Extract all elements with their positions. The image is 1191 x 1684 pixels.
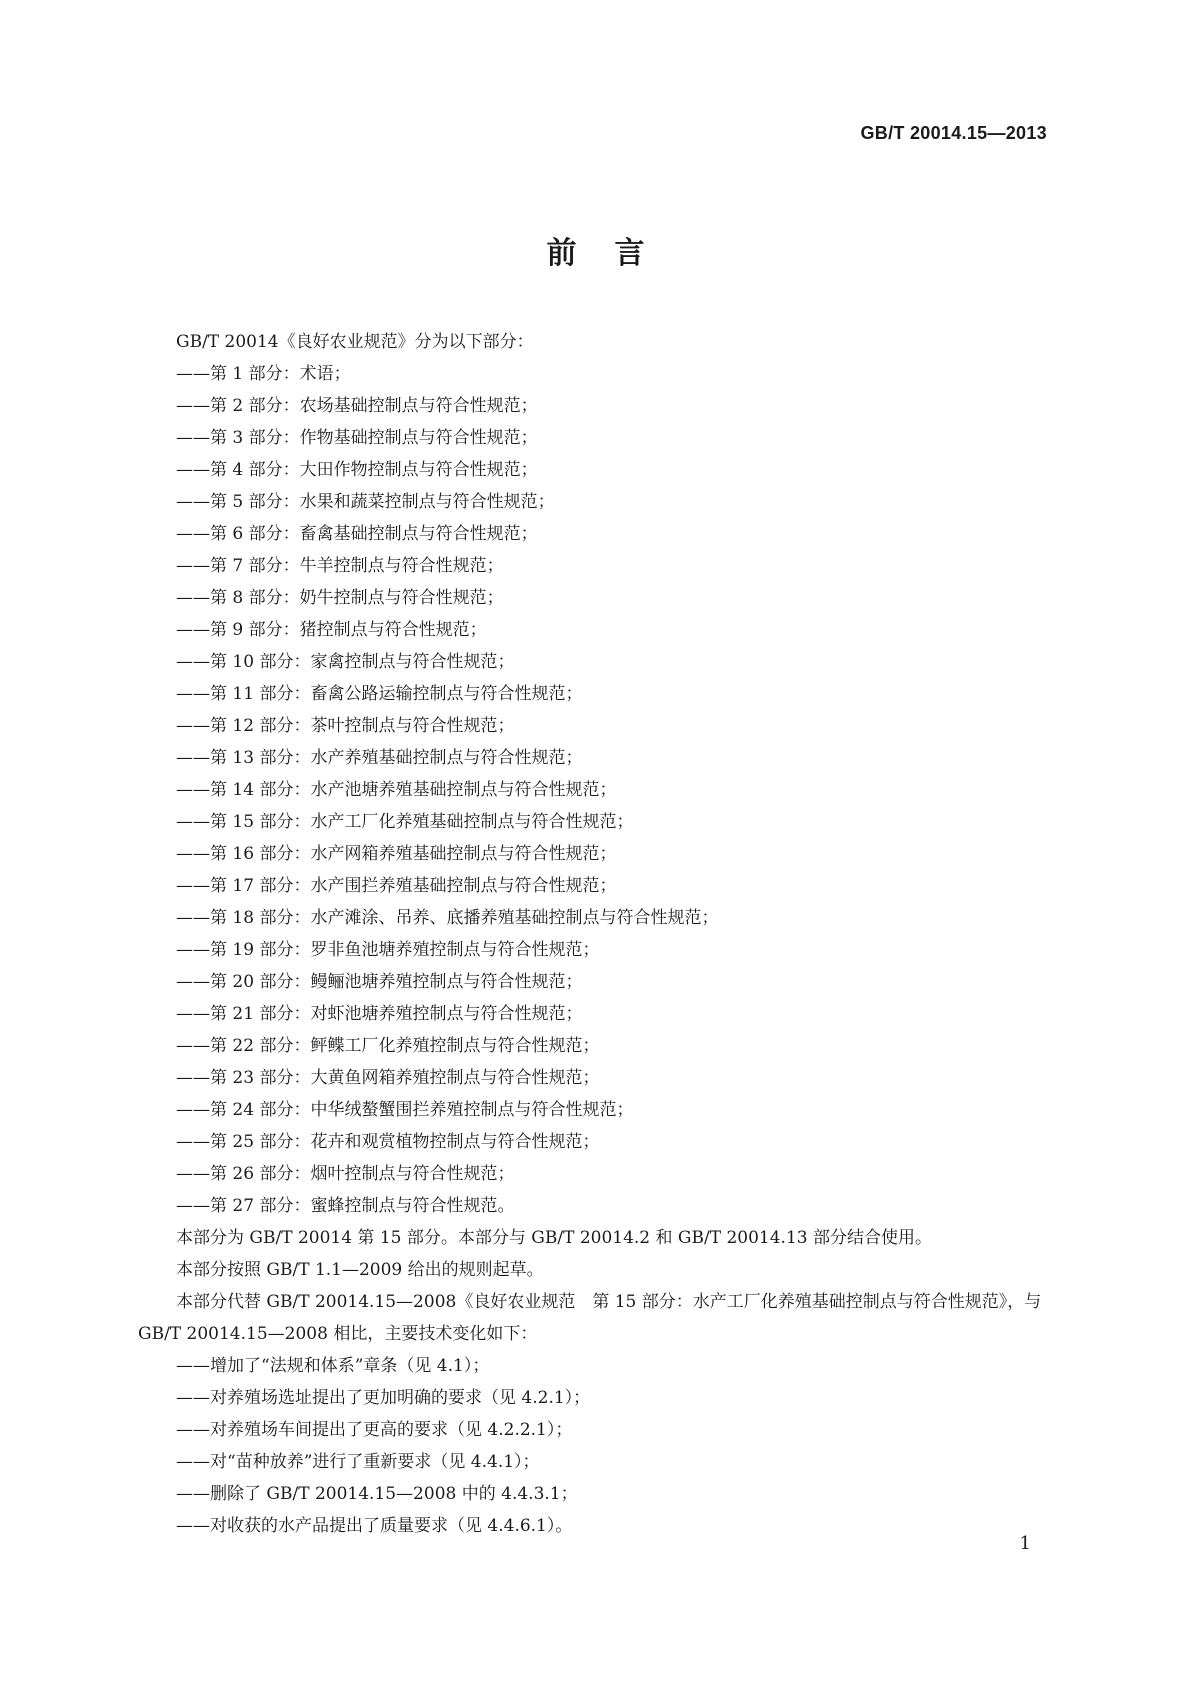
part-item-2: ——第 2 部分：农场基础控制点与符合性规范； [176, 396, 538, 416]
part-item-6: ——第 6 部分：畜禽基础控制点与符合性规范； [176, 524, 538, 544]
paragraph-replacement: 本部分代替 GB/T 20014.15—2008《良好农业规范 第 15 部分：水产工厂化养殖基础控制点与符合性规范》，与 GB/T 20014.15—2008 相比，主要技术变化如下： [138, 1292, 1042, 1344]
change-item-4: ——对“苗种放养”进行了重新要求（见 4.4.1）； [176, 1452, 540, 1472]
part-item-9: ——第 9 部分：猪控制点与符合性规范； [176, 620, 487, 640]
change-item-6: ——对收获的水产品提出了质量要求（见 4.4.6.1）。 [176, 1516, 573, 1536]
parts-list [138, 358, 1058, 1222]
change-item-2: ——对养殖场选址提出了更加明确的要求（见 4.2.1）； [176, 1388, 591, 1408]
part-item-17: ——第 17 部分：水产围拦养殖基础控制点与符合性规范； [176, 876, 617, 896]
standard-code: GB/T 20014.15—2013 [860, 123, 1047, 143]
part-item-3: ——第 3 部分：作物基础控制点与符合性规范； [176, 428, 538, 448]
part-item-1: ——第 1 部分：术语； [176, 364, 351, 384]
part-item-5: ——第 5 部分：水果和蔬菜控制点与符合性规范； [176, 492, 555, 512]
part-item-20: ——第 20 部分：鳗鲡池塘养殖控制点与符合性规范； [176, 972, 583, 992]
intro-text: GB/T 20014《良好农业规范》分为以下部分： [176, 332, 534, 352]
paragraph-drafting-rules: 本部分按照 GB/T 1.1—2009 给出的规则起草。 [176, 1260, 544, 1280]
page-title: 前言 [546, 236, 683, 271]
part-item-15: ——第 15 部分：水产工厂化养殖基础控制点与符合性规范； [176, 812, 634, 832]
part-item-23: ——第 23 部分：大黄鱼网箱养殖控制点与符合性规范； [176, 1068, 600, 1088]
part-item-19: ——第 19 部分：罗非鱼池塘养殖控制点与符合性规范； [176, 940, 600, 960]
paragraph-scope: 本部分为 GB/T 20014 第 15 部分。本部分与 GB/T 20014.2 和 GB/T 20014.13 部分结合使用。 [176, 1228, 932, 1248]
part-item-16: ——第 16 部分：水产网箱养殖基础控制点与符合性规范； [176, 844, 617, 864]
page-number: 1 [1019, 1533, 1031, 1554]
part-item-10: ——第 10 部分：家禽控制点与符合性规范； [176, 652, 515, 672]
part-item-8: ——第 8 部分：奶牛控制点与符合性规范； [176, 588, 504, 608]
document-body [138, 326, 1058, 1542]
part-item-24: ——第 24 部分：中华绒螯蟹围拦养殖控制点与符合性规范； [176, 1100, 634, 1120]
part-item-14: ——第 14 部分：水产池塘养殖基础控制点与符合性规范； [176, 780, 617, 800]
part-item-22: ——第 22 部分：鲆鲽工厂化养殖控制点与符合性规范； [176, 1036, 600, 1056]
part-item-13: ——第 13 部分：水产养殖基础控制点与符合性规范； [176, 748, 583, 768]
part-item-27: ——第 27 部分：蜜蜂控制点与符合性规范。 [176, 1196, 515, 1216]
part-item-25: ——第 25 部分：花卉和观赏植物控制点与符合性规范； [176, 1132, 600, 1152]
part-item-12: ——第 12 部分：茶叶控制点与符合性规范； [176, 716, 515, 736]
change-item-1: ——增加了“法规和体系”章条（见 4.1）； [176, 1356, 490, 1376]
part-item-18: ——第 18 部分：水产滩涂、吊养、底播养殖基础控制点与符合性规范； [176, 908, 719, 928]
change-item-5: ——删除了 GB/T 20014.15—2008 中的 4.4.3.1； [176, 1484, 578, 1504]
change-item-3: ——对养殖场车间提出了更高的要求（见 4.2.2.1）； [176, 1420, 573, 1440]
changes-list [138, 1350, 1058, 1542]
part-item-26: ——第 26 部分：烟叶控制点与符合性规范； [176, 1164, 515, 1184]
part-item-11: ——第 11 部分：畜禽公路运输控制点与符合性规范； [176, 684, 583, 704]
part-item-21: ——第 21 部分：对虾池塘养殖控制点与符合性规范； [176, 1004, 583, 1024]
part-item-7: ——第 7 部分：牛羊控制点与符合性规范； [176, 556, 504, 576]
part-item-4: ——第 4 部分：大田作物控制点与符合性规范； [176, 460, 538, 480]
